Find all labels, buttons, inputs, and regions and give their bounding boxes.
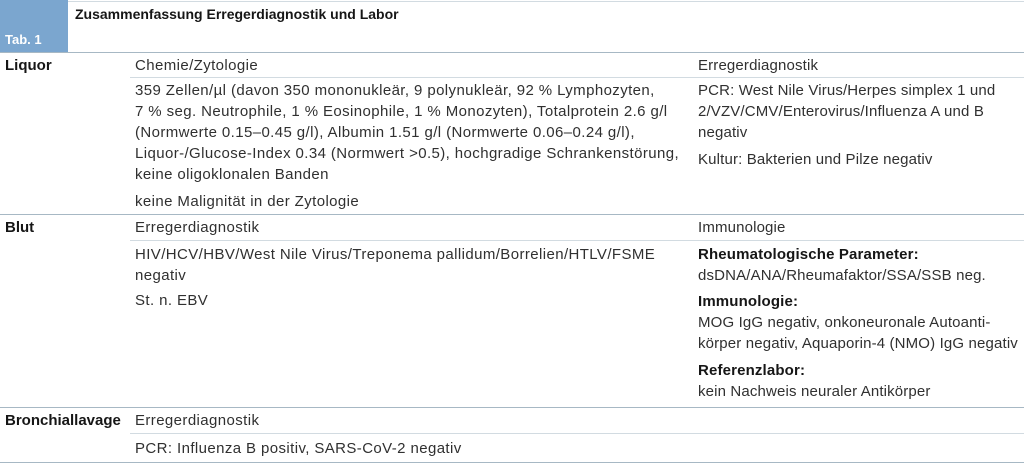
section-bronchiallavage (0, 408, 1024, 462)
group-heading-reference-lab: Referenzlabor: (698, 362, 806, 379)
bronchiallavage-pathogen-column (135, 408, 690, 462)
section-label-liquor: Liquor (5, 57, 52, 74)
table-header (0, 0, 1024, 52)
result-line: körper negativ, Aquaporin-4 (NMO) IgG negativ (698, 335, 1018, 352)
column-heading: Erregerdiagnostik (698, 57, 819, 74)
result-line: dsDNA/ANA/Rheumafaktor/SSA/SSB neg. (698, 267, 986, 284)
column-heading: Erregerdiagnostik (135, 219, 260, 236)
result-line: 359 Zellen/µl (davon 350 mononukleär, 9 polynukleär, 92 % Lymphozyten, (135, 82, 655, 99)
result-line: (Normwerte 0.15–0.45 g/l), Albumin 1.51 g/l (Normwerte 0.06–0.24 g/l), (135, 124, 635, 141)
section-label-bronchiallavage: Bronchiallavage (5, 412, 121, 429)
result-line: PCR: West Nile Virus/Herpes simplex 1 und (698, 82, 996, 99)
table-number-badge (0, 0, 68, 52)
table-bottom-rule (0, 462, 1024, 463)
blut-immunology-column (698, 215, 1024, 407)
blut-pathogen-column (135, 215, 690, 407)
result-line: 2/VZV/CMV/Enterovirus/Influenza A und B (698, 103, 984, 120)
result-note: St. n. EBV (135, 292, 209, 309)
result-line: keine oligoklonalen Banden (135, 166, 329, 183)
result-line: negativ (135, 267, 187, 284)
header-top-rule (68, 1, 1024, 2)
group-heading-rheumatology: Rheumatologische Parameter: (698, 246, 919, 263)
section-liquor (0, 53, 1024, 214)
liquor-pathogen-column (698, 53, 1024, 214)
column-heading: Immunologie (698, 219, 786, 236)
result-note: Kultur: Bakterien und Pilze negativ (698, 151, 933, 168)
result-line: HIV/HCV/HBV/West Nile Virus/Treponema pallidum/Borrelien/HTLV/FSME (135, 246, 656, 263)
column-heading: Erregerdiagnostik (135, 412, 260, 429)
result-line: negativ (698, 124, 748, 141)
section-blut (0, 215, 1024, 407)
result-line: 7 % seg. Neutrophile, 1 % Eosinophile, 1 % Monozyten), Totalprotein 2.6 g/l (135, 103, 668, 120)
result-line: MOG IgG negativ, onkoneuronale Autoanti- (698, 314, 991, 331)
result-line: PCR: Influenza B positiv, SARS-CoV-2 negativ (135, 440, 462, 457)
table-number: Tab. 1 (5, 32, 42, 47)
column-heading: Chemie/Zytologie (135, 57, 259, 74)
group-heading-immunology: Immunologie: (698, 293, 799, 310)
section-label-blut: Blut (5, 219, 35, 236)
result-note: keine Malignität in der Zytologie (135, 193, 360, 210)
liquor-chemistry-column (135, 53, 690, 214)
table-title: Zusammenfassung Erregerdiagnostik und Labor (75, 6, 399, 22)
result-line: kein Nachweis neuraler Antikörper (698, 383, 931, 400)
result-line: Liquor-/Glucose-Index 0.34 (Normwert >0.5), hochgradige Schrankenstörung, (135, 145, 680, 162)
